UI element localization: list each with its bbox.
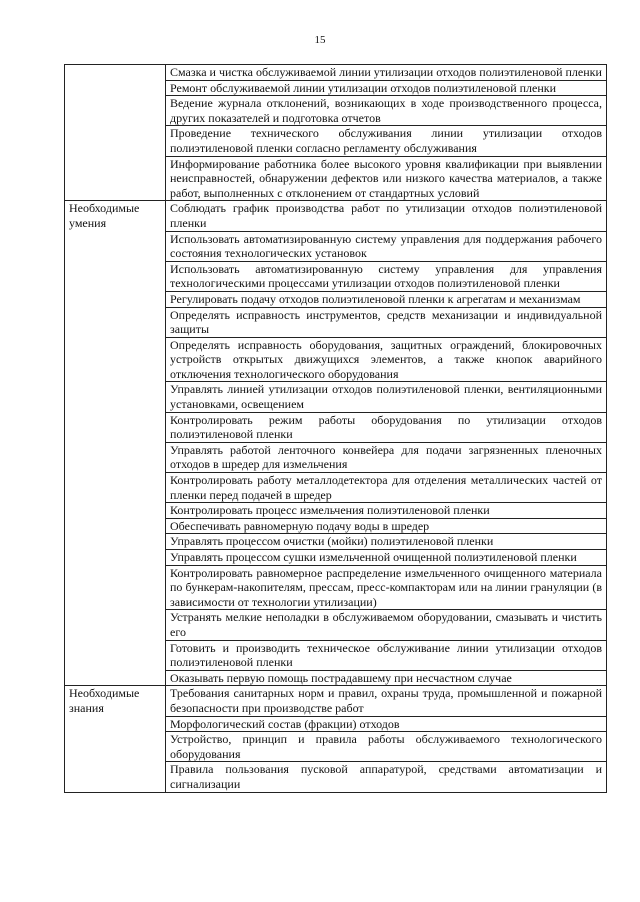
row-text: Морфологический состав (фракции) отходов	[166, 716, 607, 732]
table-row	[65, 201, 607, 231]
row-text: Соблюдать график производства работ по утилизации отходов полиэтиленовой пленки	[166, 201, 607, 231]
row-text: Готовить и производить техническое обслуживание линии утилизации отходов полиэтиленовой пленки	[166, 640, 607, 670]
table-row	[65, 65, 607, 81]
row-text: Регулировать подачу отходов полиэтиленовой пленки к агрегатам и механизмам	[166, 291, 607, 307]
row-text: Информирование работника более высокого уровня квалификации при выявлении неисправностей, обнаружении дефектов или низкого качества материалов, а также работ, выполненных с отклонением от стандартных условий	[166, 156, 607, 201]
row-text: Определять исправность инструментов, средств механизации и индивидуальной защиты	[166, 307, 607, 337]
row-text: Управлять процессом сушки измельченной очищенной полиэтиленовой пленки	[166, 550, 607, 566]
row-text: Управлять линией утилизации отходов полиэтиленовой пленки, вентиляционными установками, освещением	[166, 382, 607, 412]
row-text: Требования санитарных норм и правил, охраны труда, промышленной и пожарной безопасности при производстве работ	[166, 686, 607, 716]
row-text: Контролировать режим работы оборудования по утилизации отходов полиэтиленовой пленки	[166, 412, 607, 442]
row-text: Контролировать процесс измельчения полиэтиленовой пленки	[166, 503, 607, 519]
row-text: Правила пользования пусковой аппаратурой, средствами автоматизации и сигнализации	[166, 762, 607, 792]
row-text: Управлять работой ленточного конвейера для подачи загрязненных пленочных отходов в шредер для измельчения	[166, 442, 607, 472]
table-row	[65, 686, 607, 716]
row-text: Обеспечивать равномерную подачу воды в шредер	[166, 518, 607, 534]
row-text: Контролировать работу металлодетектора для отделения металлических частей от пленки перед подачей в шредер	[166, 473, 607, 503]
page-number: 15	[314, 34, 326, 46]
qualification-table	[64, 64, 607, 793]
row-text: Проведение технического обслуживания линии утилизации отходов полиэтиленовой пленки согласно регламенту обслуживания	[166, 126, 607, 156]
row-text: Использовать автоматизированную систему управления для управления технологическими процессами утилизации отходов полиэтиленовой пленки	[166, 261, 607, 291]
row-text: Ремонт обслуживаемой линии утилизации отходов полиэтиленовой пленки	[166, 80, 607, 96]
row-text: Устройство, принцип и правила работы обслуживаемого технологического оборудования	[166, 732, 607, 762]
row-text: Управлять процессом очистки (мойки) полиэтиленовой пленки	[166, 534, 607, 550]
row-text: Определять исправность оборудования, защитных ограждений, блокировочных устройств открытых движущихся элементов, а также кнопок аварийного отключения технологического оборудования	[166, 337, 607, 382]
section-label: Необходимые умения	[65, 201, 166, 686]
row-text: Ведение журнала отклонений, возникающих в ходе производственного процесса, других показателей и подготовка отчетов	[166, 96, 607, 126]
row-text: Использовать автоматизированную систему управления для поддержания рабочего состояния технологических установок	[166, 231, 607, 261]
row-text: Смазка и чистка обслуживаемой линии утилизации отходов полиэтиленовой пленки	[166, 65, 607, 81]
row-text: Контролировать равномерное распределение измельченного очищенного материала по бункерам-накопителям, прессам, пресс-компакторам или на линии грануляции (в зависимости от технологии утилизации)	[166, 565, 607, 610]
section-label	[65, 65, 166, 201]
row-text: Устранять мелкие неполадки в обслуживаемом оборудовании, смазывать и чистить его	[166, 610, 607, 640]
table-body	[65, 65, 607, 793]
row-text: Оказывать первую помощь пострадавшему при несчастном случае	[166, 670, 607, 686]
section-label: Необходимые знания	[65, 686, 166, 792]
